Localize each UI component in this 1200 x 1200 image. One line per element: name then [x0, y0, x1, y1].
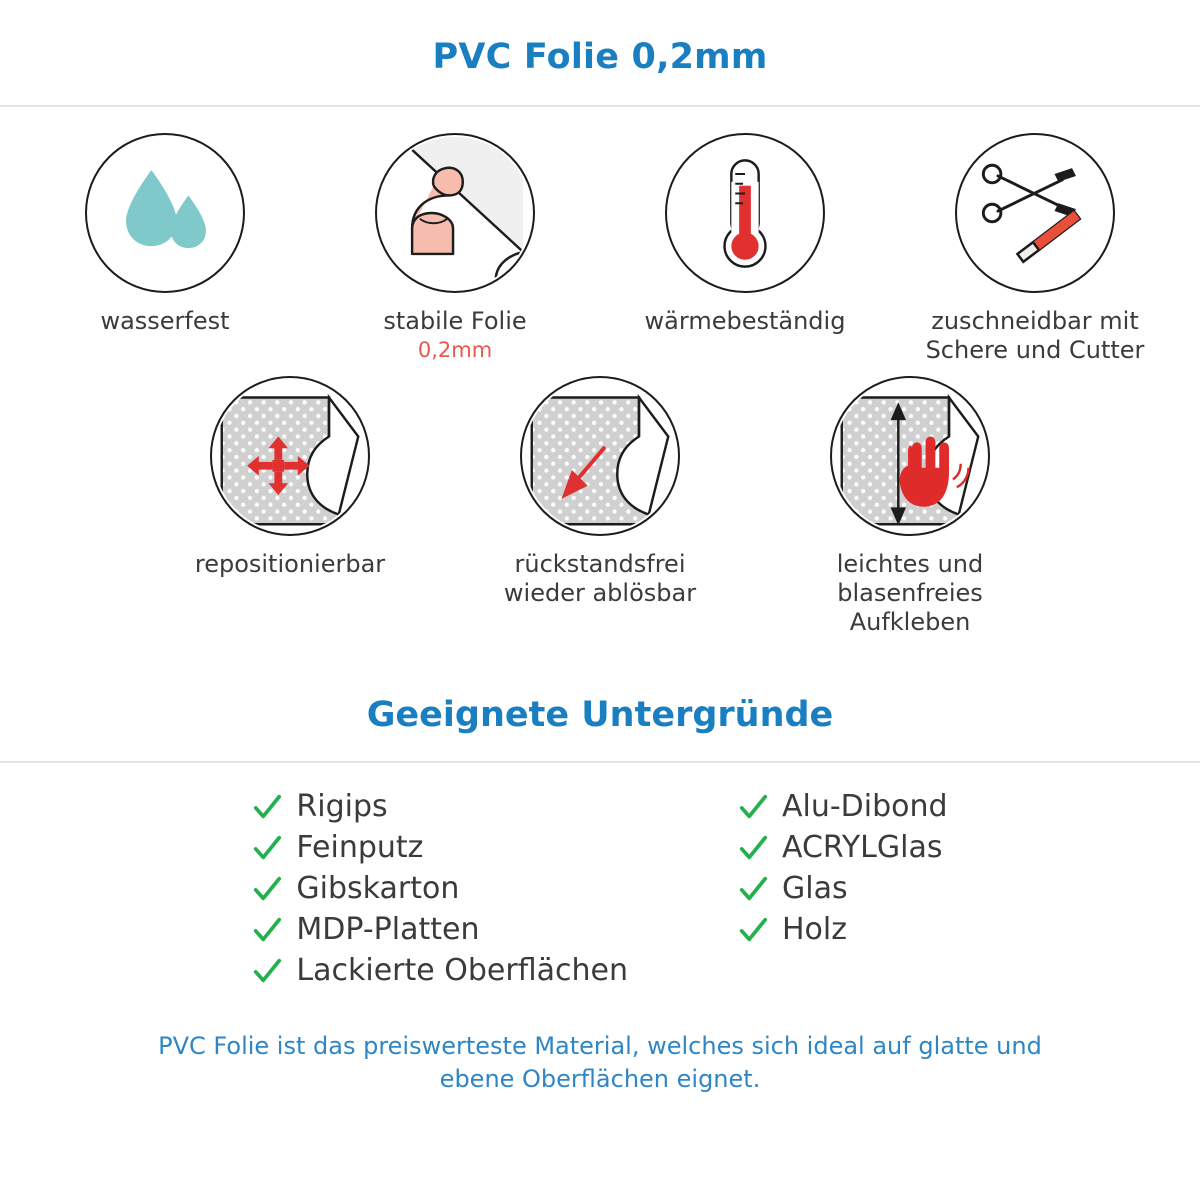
- surfaces-column-left: [252, 789, 628, 988]
- feature-row-bottom: [0, 366, 1200, 638]
- list-item-label: Glas: [781, 871, 848, 907]
- list-item: [252, 830, 628, 865]
- feature-stabile-folie: [330, 133, 580, 366]
- feature-sublabel: 0,2mm: [417, 338, 493, 363]
- list-item-label: Lackierte Oberflächen: [296, 953, 628, 989]
- list-item: [738, 830, 948, 865]
- feature-label: stabile Folie: [383, 307, 527, 335]
- list-item: [252, 871, 628, 906]
- water-drops-icon: [87, 135, 243, 291]
- check-icon: [252, 956, 282, 986]
- feature-blasenfrei: [785, 376, 1035, 638]
- list-item: [252, 789, 628, 824]
- icon-circle: [85, 133, 245, 293]
- peel-off-icon: [522, 378, 678, 534]
- feature-label: rückstandsfrei wieder ablösbar: [503, 549, 697, 607]
- check-icon: [738, 915, 768, 945]
- strong-arm-icon: [377, 135, 533, 291]
- check-icon: [738, 874, 768, 904]
- feature-zuschneidbar: [910, 133, 1160, 366]
- check-icon: [252, 915, 282, 945]
- list-item-label: Rigips: [296, 789, 388, 825]
- list-item-label: ACRYLGlas: [781, 830, 943, 866]
- list-item-label: MDP-Platten: [296, 912, 480, 948]
- list-item: [738, 871, 948, 906]
- check-icon: [252, 792, 282, 822]
- check-icon: [738, 792, 768, 822]
- list-item-label: Holz: [781, 912, 847, 948]
- list-item: [252, 953, 628, 988]
- feature-wasserfest: [40, 133, 290, 366]
- icon-circle: [830, 376, 990, 536]
- list-item: [252, 912, 628, 947]
- icon-circle: [375, 133, 535, 293]
- icon-circle: [955, 133, 1115, 293]
- icon-circle: [665, 133, 825, 293]
- feature-label: zuschneidbar mit Schere und Cutter: [925, 307, 1145, 365]
- list-item-label: Gibskarton: [296, 871, 460, 907]
- reposition-arrows-icon: [212, 378, 368, 534]
- check-icon: [738, 833, 768, 863]
- feature-label: wärmebeständig: [644, 307, 846, 335]
- feature-rueckstandsfrei: [475, 376, 725, 638]
- surfaces-column-right: [738, 789, 948, 988]
- feature-label: leichtes und blasenfreies Aufkleben: [836, 549, 984, 637]
- icon-circle: [210, 376, 370, 536]
- list-item: [738, 789, 948, 824]
- check-icon: [252, 833, 282, 863]
- check-icon: [252, 874, 282, 904]
- scissors-cutter-icon: [957, 135, 1113, 291]
- list-item-label: Alu-Dibond: [781, 789, 948, 825]
- thermometer-icon: [667, 135, 823, 291]
- icon-circle: [520, 376, 680, 536]
- list-item: [738, 912, 948, 947]
- footnote-text: PVC Folie ist das preiswerteste Material, welches sich ideal auf glatte und ebene Oberflächen eignet.: [158, 1032, 1042, 1093]
- page-title: PVC Folie 0,2mm: [432, 37, 768, 77]
- hand-smooth-icon: [832, 378, 988, 534]
- feature-waermebestaendig: [620, 133, 870, 366]
- suitable-surfaces-lists: [0, 763, 1200, 988]
- section-title-untergruende: Geeignete Untergründe: [366, 695, 834, 736]
- list-item-label: Feinputz: [296, 830, 424, 866]
- feature-label: wasserfest: [100, 307, 230, 335]
- feature-label: repositionierbar: [194, 549, 386, 578]
- feature-row-top: [0, 107, 1200, 366]
- feature-repositionierbar: [165, 376, 415, 638]
